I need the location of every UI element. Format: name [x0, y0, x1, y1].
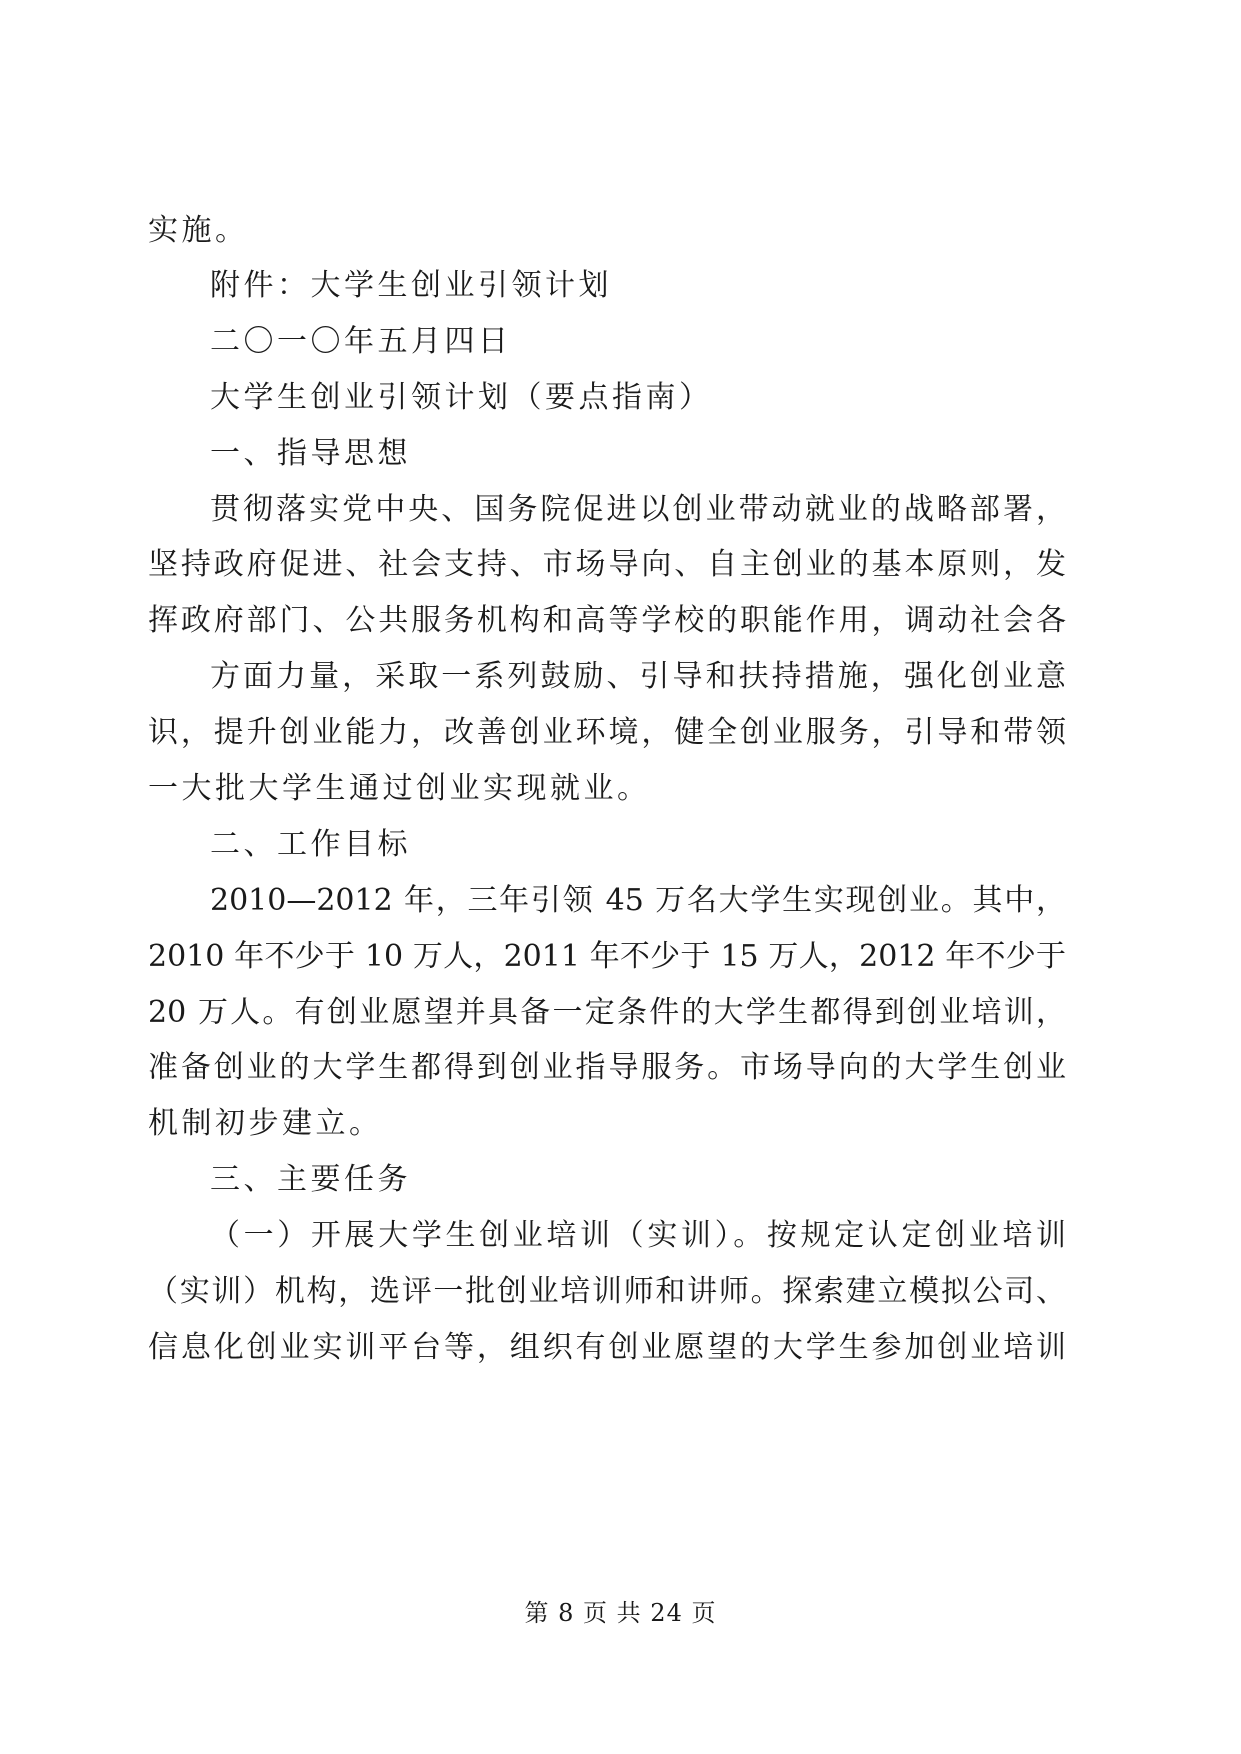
page-number-footer: 第 8 页 共 24 页: [524, 1599, 717, 1627]
text-line-11: 一大批大学生通过创业实现就业。: [148, 771, 651, 806]
text-line-4: 大学生创业引领计划（要点指南）: [210, 380, 713, 415]
text-line-16: 准备创业的大学生都得到创业指导服务。市场导向的大学生创业: [148, 1050, 1066, 1085]
text-line-7: 坚持政府促进、社会支持、市场导向、自主创业的基本原则，发: [148, 547, 1066, 582]
text-line-10: 识，提升创业能力，改善创业环境，健全创业服务，引导和带领: [148, 715, 1066, 750]
text-line-21: 信息化创业实训平台等，组织有创业愿望的大学生参加创业培训: [148, 1330, 1066, 1365]
text-line-1: 实施。: [148, 213, 249, 248]
text-line-2: 附件：大学生创业引领计划: [210, 268, 612, 303]
text-line-17: 机制初步建立。: [148, 1106, 383, 1141]
section-heading-1: 一、指导思想: [210, 436, 411, 471]
text-line-19: （一）开展大学生创业培训（实训）。按规定认定创业培训: [210, 1218, 1066, 1253]
text-line-8: 挥政府部门、公共服务机构和高等学校的职能作用，调动社会各: [148, 603, 1066, 638]
text-line-9: 方面力量，采取一系列鼓励、引导和扶持措施，强化创业意: [210, 659, 1066, 694]
text-line-14: 2010 年不少于 10 万人，2011 年不少于 15 万人，2012 年不少于: [148, 939, 1066, 974]
section-heading-2: 二、工作目标: [210, 827, 411, 862]
text-line-6: 贯彻落实党中央、国务院促进以创业带动就业的战略部署，: [210, 492, 1066, 527]
text-line-13: 2010—2012 年，三年引领 45 万名大学生实现创业。其中，: [210, 883, 1066, 918]
text-line-15: 20 万人。有创业愿望并具备一定条件的大学生都得到创业培训，: [148, 995, 1066, 1030]
section-heading-3: 三、主要任务: [210, 1162, 411, 1197]
text-line-20: （实训）机构，选评一批创业培训师和讲师。探索建立模拟公司、: [148, 1274, 1066, 1309]
text-line-3: 二〇一〇年五月四日: [210, 324, 512, 359]
